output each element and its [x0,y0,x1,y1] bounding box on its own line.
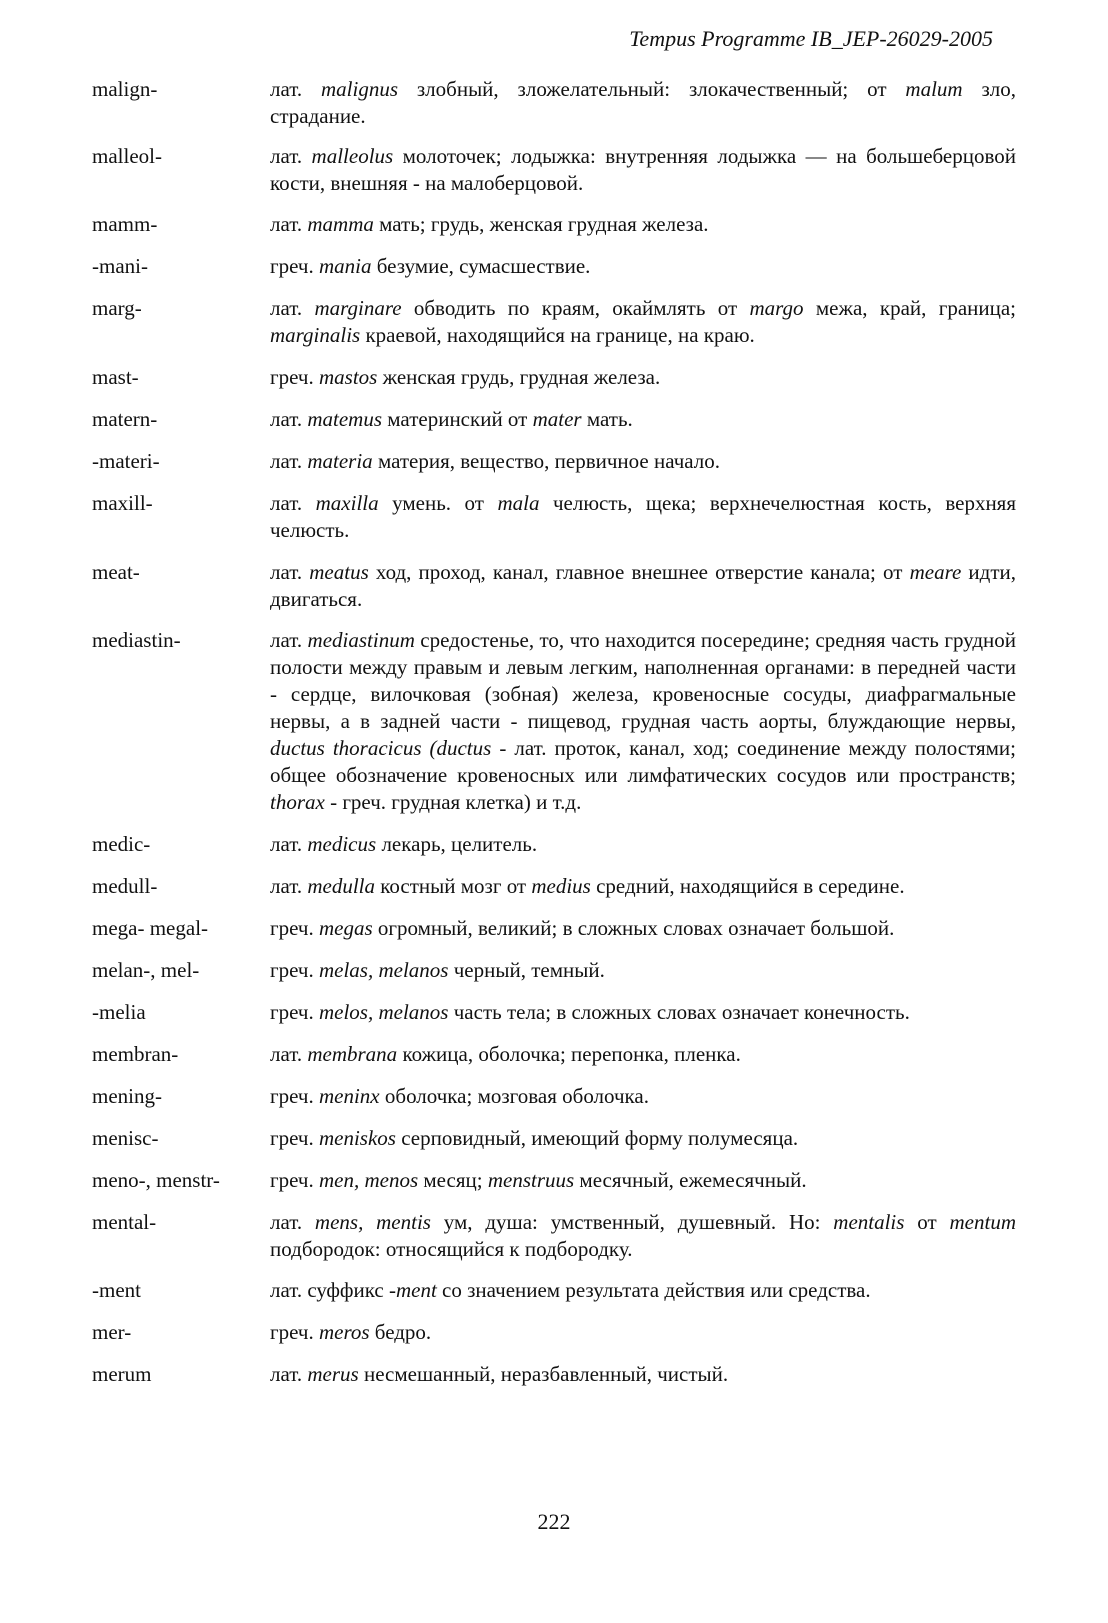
definition-text: материя, вещество, первичное начало. [372,449,721,473]
glossary-entry [92,1125,1016,1152]
definition-term-italic: malleolus [311,144,394,168]
definition-term-italic: maxilla [315,491,379,515]
glossary-entry [92,559,1016,613]
entry-definition [270,1209,1016,1263]
definition-text: лат. [270,491,316,515]
entry-definition [270,915,1016,942]
entry-definition [270,627,1016,816]
entry-term: malleol- [92,144,162,168]
entry-term: matern- [92,407,158,431]
definition-text: - лат. проток, канал, ход; соединение между полостями; общее обозначение кровеносных или лимфатических сосудов или пространств; [270,736,1016,787]
glossary-entry [92,831,1016,858]
definition-text: материнский от [382,407,533,431]
definition-text: несмешанный, неразбавленный, чистый. [358,1362,729,1386]
definition-text: ход, проход, канал, главное внешнее отверстие канала; от [368,560,910,584]
entry-definition [270,295,1016,349]
glossary-entry [92,1209,1016,1263]
definition-text: кожица, оболочка; перепонка, пленка. [397,1042,741,1066]
definition-text: греч. [270,1126,319,1150]
definition-term-italic: ductus thoracicus (ductus [270,736,492,760]
definition-term-italic: marginare [314,296,402,320]
definition-text: греч. [270,1320,319,1344]
entry-term: malign- [92,77,158,101]
definition-term-italic: meninx [318,1084,380,1108]
entry-term: membran- [92,1042,179,1066]
definition-text: ум, душа: умственный, душевный. Но: [430,1210,834,1234]
entry-term: mast- [92,365,139,389]
glossary-entry [92,1083,1016,1110]
glossary-entry [92,1361,1016,1388]
glossary-entry [92,1319,1016,1346]
definition-text: греч. [270,254,319,278]
entry-definition [270,253,1016,280]
definition-text: женская грудь, грудная железа. [377,365,661,389]
definition-text: оболочка; мозговая оболочка. [379,1084,649,1108]
definition-term-italic: mentalis [833,1210,905,1234]
entry-definition [270,957,1016,984]
definition-term-italic: meros [318,1320,370,1344]
definition-text: месяц; [418,1168,488,1192]
entry-definition [270,873,1016,900]
definition-term-italic: melas, melanos [318,958,449,982]
definition-text: средний, находящийся в середине. [590,874,905,898]
definition-term-italic: mens, mentis [314,1210,431,1234]
definition-text: средостенье, то, что находится посередине; средняя часть грудной полости между правым и левым легким, наполненная органами: в передней части - сердце, вилочковая (зобная) железа, кровеносные сосуды, диафрагмальные нервы, а в задней части - пищевод, грудная часть аорты, блуждающие нервы, [270,628,1016,733]
entry-definition [270,1361,1016,1388]
glossary-entry [92,295,1016,349]
entry-definition [270,1319,1016,1346]
definition-term-italic: malum [905,77,963,101]
glossary-entry [92,957,1016,984]
definition-term-italic: matemus [307,407,383,431]
entry-term: -ment [92,1278,141,1302]
glossary-entry [92,211,1016,238]
entry-term: -melia [92,1000,146,1024]
page-number: 222 [537,1509,571,1534]
definition-text: месячный, ежемесячный. [574,1168,807,1192]
definition-term-italic: melos, melanos [318,1000,449,1024]
entry-definition [270,831,1016,858]
definition-term-italic: materia [307,449,373,473]
definition-text: зло, страдание. [270,77,1016,128]
definition-term-italic: malignus [320,77,398,101]
entry-definition [270,999,1016,1026]
definition-text: лат. [270,874,308,898]
entry-definition [270,211,1016,238]
entry-term: merum [92,1362,152,1386]
definition-term-italic: thorax [270,790,325,814]
definition-text: молоточек; лодыжка: внутренняя лодыжка — на большеберцовой кости, внешняя - на малоберцовой. [270,144,1016,195]
definition-text: лат. [270,1362,308,1386]
definition-text: лат. суффикс [270,1278,389,1302]
definition-text: умень. от [378,491,498,515]
definition-text: от [904,1210,950,1234]
definition-term-italic: marginalis [270,323,361,347]
entry-definition [270,448,1016,475]
entry-term: meno-, menstr- [92,1168,220,1192]
glossary-entry [92,76,1016,130]
entry-term: -mani- [92,254,148,278]
definition-text: костный мозг от [375,874,532,898]
entry-term: mamm- [92,212,158,236]
definition-term-italic: medulla [307,874,376,898]
definition-text: обводить по краям, окаймлять от [401,296,750,320]
definition-term-italic: meare [909,560,962,584]
definition-term-italic: mala [497,491,540,515]
glossary-entry [92,915,1016,942]
definition-text: черный, темный. [448,958,605,982]
entry-definition [270,364,1016,391]
definition-text: лат. [270,1210,315,1234]
definition-text: лат. [270,1042,308,1066]
entry-term: meat- [92,560,140,584]
entry-definition [270,1167,1016,1194]
definition-text: лат. [270,832,308,856]
entry-term: melan-, mel- [92,958,200,982]
definition-text: идти, двигаться. [270,560,1017,611]
definition-term-italic: mentum [949,1210,1016,1234]
definition-text: огромный, великий; в сложных словах означает большой. [372,916,895,940]
definition-text: челюсть, щека; верхнечелюстная кость, верхняя челюсть. [270,491,1016,542]
running-header: Tempus Programme IB_JEP-26029-2005 [629,26,993,51]
entry-definition [270,406,1016,433]
definition-text: греч. [270,1168,319,1192]
glossary-entry [92,364,1016,391]
entry-definition [270,1041,1016,1068]
entry-term: -materi- [92,449,160,473]
definition-text: бедро. [369,1320,432,1344]
definition-text: лат. [270,144,312,168]
entry-term: mediastin- [92,628,181,652]
definition-text: мать; грудь, женская грудная железа. [373,212,709,236]
entry-definition [270,559,1016,613]
definition-term-italic: membrana [307,1042,398,1066]
entry-definition [270,1277,1016,1304]
definition-text: лат. [270,77,321,101]
glossary-entry [92,253,1016,280]
definition-term-italic: meatus [309,560,369,584]
definition-text: - греч. грудная клетка) и т.д. [324,790,582,814]
entry-term: mega- megal- [92,916,209,940]
definition-term-italic: -ment [388,1278,437,1302]
entry-definition [270,143,1016,197]
definition-text: безумие, сумасшествие. [371,254,591,278]
definition-text: греч. [270,365,319,389]
definition-term-italic: medius [531,874,591,898]
glossary-entries [92,76,1016,1388]
definition-text: лат. [270,296,315,320]
definition-term-italic: mediastinum [307,628,415,652]
definition-term-italic: mamma [307,212,374,236]
entry-term: menisc- [92,1126,159,1150]
definition-term-italic: mastos [318,365,378,389]
definition-text: лат. [270,212,308,236]
definition-term-italic: meniskos [318,1126,396,1150]
definition-text: подбородок: относящийся к подбородку. [270,1237,633,1261]
definition-text: краевой, находящийся на границе, на краю. [360,323,755,347]
definition-text: лат. [270,628,308,652]
glossary-entry [92,406,1016,433]
definition-text: мать. [581,407,633,431]
definition-text: лат. [270,407,308,431]
definition-text: серповидный, имеющий форму полумесяца. [395,1126,799,1150]
entry-term: maxill- [92,491,153,515]
glossary-entry [92,1277,1016,1304]
definition-text: лат. [270,449,308,473]
definition-term-italic: merus [307,1362,359,1386]
glossary-entry [92,999,1016,1026]
definition-text: греч. [270,916,319,940]
definition-term-italic: menstruus [487,1168,575,1192]
definition-text: злобный, зложелательный: злокачественный; от [398,77,906,101]
definition-term-italic: men, menos [318,1168,419,1192]
definition-text: межа, край, граница; [803,296,1017,320]
glossary-entry [92,873,1016,900]
definition-text: греч. [270,1084,319,1108]
definition-text: греч. [270,958,319,982]
definition-text: со значением результата действия или средства. [436,1278,871,1302]
entry-term: marg- [92,296,142,320]
entry-term: medic- [92,832,151,856]
definition-text: часть тела; в сложных словах означает конечность. [448,1000,910,1024]
entry-term: mer- [92,1320,132,1344]
definition-term-italic: margo [749,296,804,320]
entry-term: medull- [92,874,158,898]
glossary-entry [92,627,1016,816]
entry-definition [270,490,1016,544]
glossary-entry [92,1041,1016,1068]
entry-term: mening- [92,1084,162,1108]
entry-definition [270,1125,1016,1152]
glossary-entry [92,490,1016,544]
definition-text: лат. [270,560,310,584]
definition-text: лекарь, целитель. [376,832,538,856]
definition-term-italic: megas [318,916,373,940]
definition-term-italic: medicus [307,832,377,856]
entry-definition [270,76,1016,130]
definition-term-italic: mania [318,254,372,278]
definition-text: греч. [270,1000,319,1024]
entry-term: mental- [92,1210,157,1234]
definition-term-italic: mater [532,407,582,431]
entry-definition [270,1083,1016,1110]
glossary-entry [92,143,1016,197]
glossary-entry [92,448,1016,475]
glossary-entry [92,1167,1016,1194]
